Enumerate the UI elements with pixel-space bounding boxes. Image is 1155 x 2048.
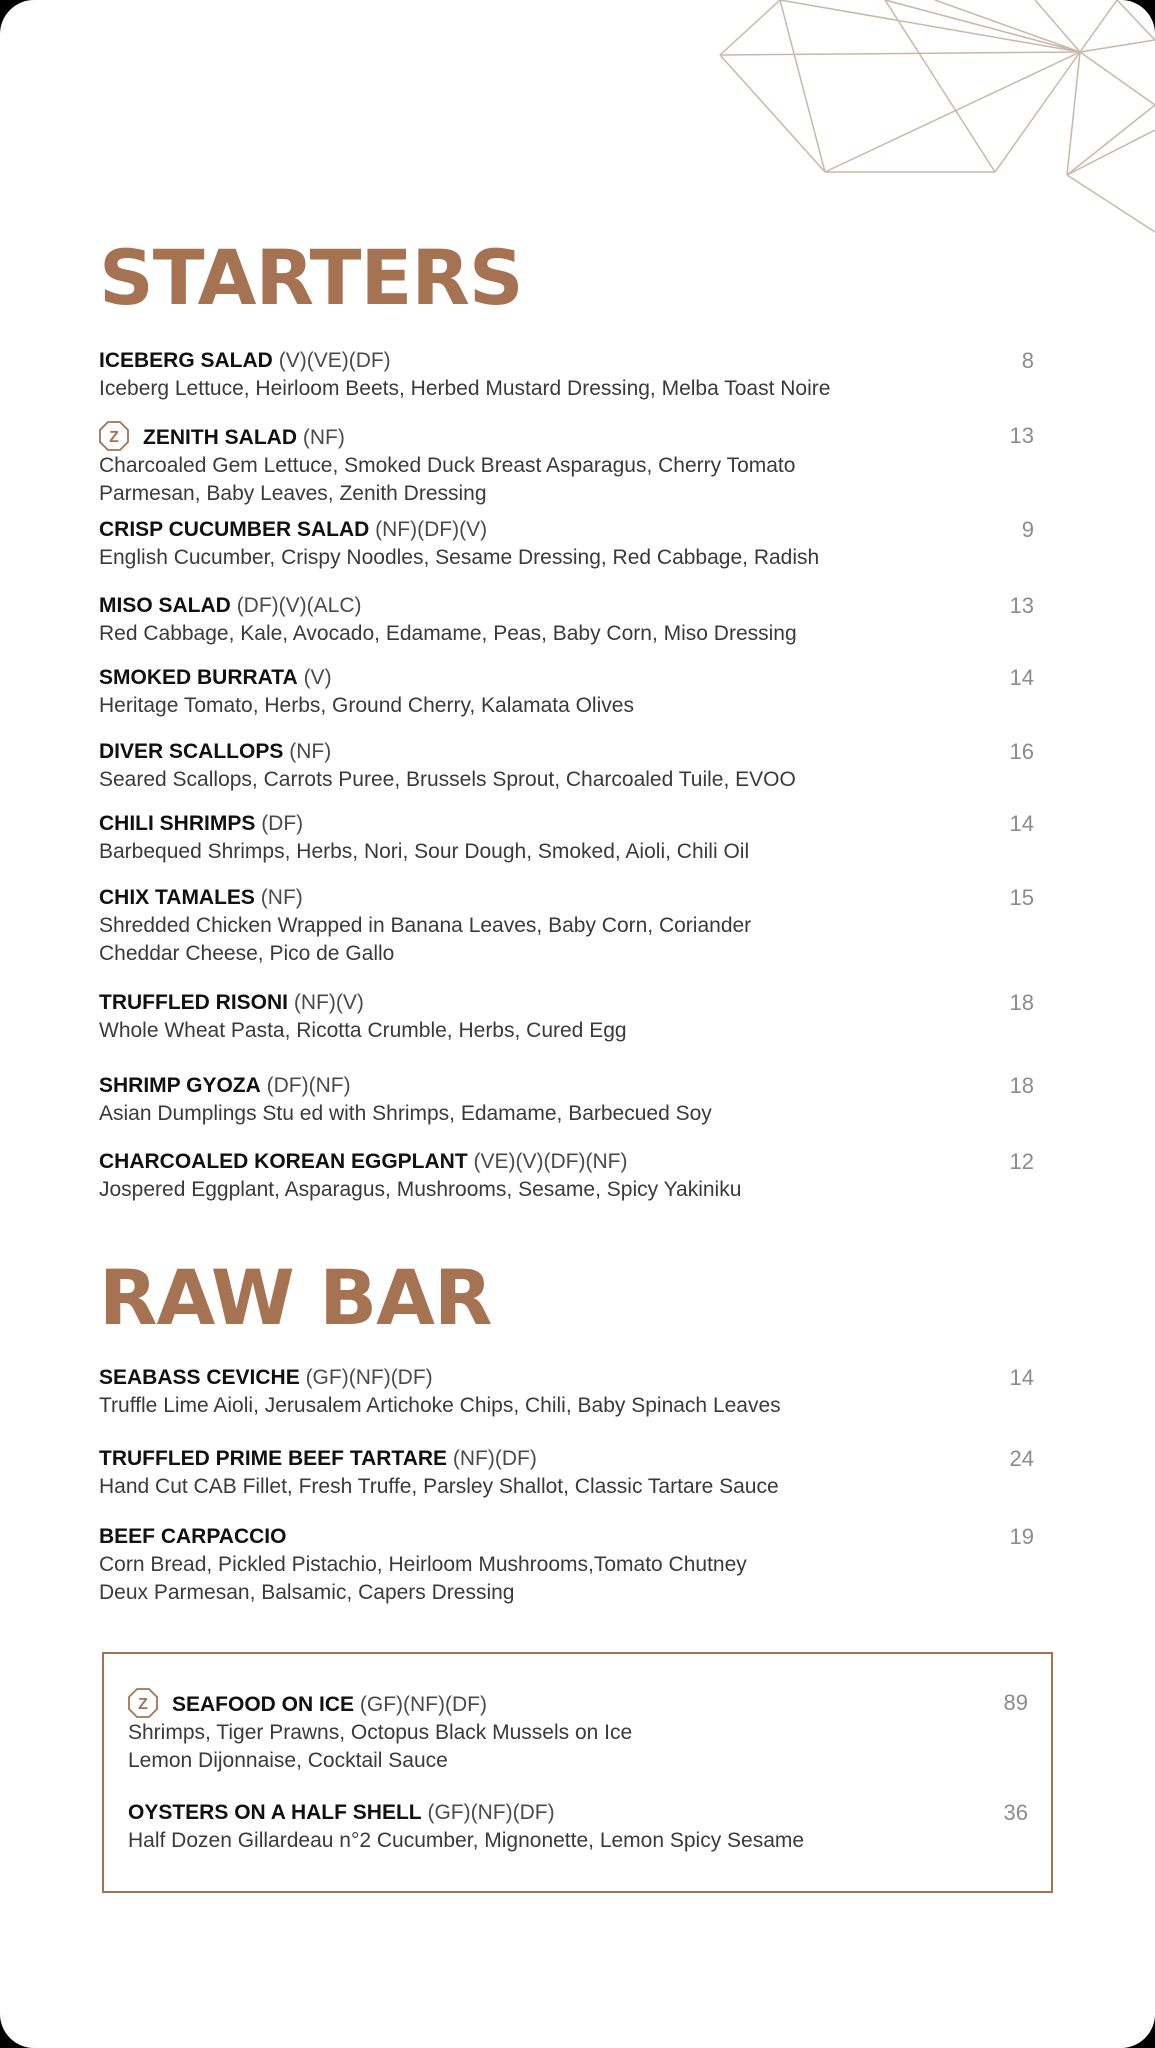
svg-text:Z: Z — [109, 429, 119, 446]
item-description: Shredded Chicken Wrapped in Banana Leaves, Baby Corn, Coriander — [99, 914, 752, 937]
item-price: 24 — [1009, 1446, 1034, 1471]
item-name-line — [128, 1688, 1028, 1719]
item-name-line — [99, 1071, 1034, 1100]
item-price: 36 — [1003, 1800, 1028, 1825]
item-dietary-tags: (GF)(NF)(DF) — [359, 1693, 487, 1716]
menu-item — [99, 809, 1034, 866]
item-description: Asian Dumplings Stu ed with Shrimps, Edamame, Barbecued Soy — [99, 1102, 712, 1125]
item-name-line — [99, 883, 1034, 912]
item-dietary-tags: (GF)(NF)(DF) — [305, 1366, 433, 1389]
item-description: Heritage Tomato, Herbs, Ground Cherry, Kalamata Olives — [99, 694, 634, 717]
item-description: Jospered Eggplant, Asparagus, Mushrooms, Sesame, Spicy Yakiniku — [99, 1178, 742, 1201]
menu-item — [99, 663, 1034, 720]
menu-item — [99, 1363, 1034, 1420]
item-description: Corn Bread, Pickled Pistachio, Heirloom Mushrooms,Tomato Chutney — [99, 1553, 747, 1576]
item-description: Iceberg Lettuce, Heirloom Beets, Herbed Mustard Dressing, Melba Toast Noire — [99, 377, 831, 400]
item-dietary-tags: (DF) — [261, 812, 304, 835]
item-name: DIVER SCALLOPS — [99, 740, 284, 763]
item-dietary-tags: (NF) — [289, 740, 332, 763]
zenith-badge-icon — [99, 421, 129, 451]
item-name-line — [99, 809, 1034, 838]
item-name-line — [99, 1147, 1034, 1176]
item-dietary-tags: (DF)(V)(ALC) — [236, 594, 362, 617]
item-name: CRISP CUCUMBER SALAD — [99, 518, 370, 541]
item-price: 19 — [1009, 1524, 1034, 1549]
menu-item — [99, 515, 1034, 572]
item-name-line — [99, 1363, 1034, 1392]
item-name: ZENITH SALAD — [143, 426, 297, 449]
item-price: 9 — [1021, 517, 1034, 542]
item-description: Hand Cut CAB Fillet, Fresh Truffe, Parsley Shallot, Classic Tartare Sauce — [99, 1475, 779, 1498]
item-description: Seared Scallops, Carrots Puree, Brussels Sprout, Charcoaled Tuile, EVOO — [99, 768, 796, 791]
item-name: CHARCOALED KOREAN EGGPLANT — [99, 1150, 468, 1173]
item-price: 18 — [1009, 990, 1034, 1015]
starters-title: STARTERS — [99, 233, 523, 322]
item-description: Parmesan, Baby Leaves, Zenith Dressing — [99, 482, 487, 505]
item-dietary-tags: (NF)(DF)(V) — [375, 518, 488, 541]
item-name: TRUFFLED RISONI — [99, 991, 288, 1014]
item-description: Shrimps, Tiger Prawns, Octopus Black Mussels on Ice — [128, 1721, 633, 1744]
menu-item — [128, 1688, 1028, 1775]
item-price: 12 — [1009, 1149, 1034, 1174]
item-name: MISO SALAD — [99, 594, 231, 617]
item-name-line — [99, 988, 1034, 1017]
menu-item — [99, 591, 1034, 648]
item-name: SEABASS CEVICHE — [99, 1366, 300, 1389]
item-name-line — [99, 663, 1034, 692]
menu-item — [99, 1071, 1034, 1128]
item-dietary-tags: (DF)(NF) — [266, 1074, 351, 1097]
geometric-decoration-icon — [705, 0, 1155, 235]
item-name: SHRIMP GYOZA — [99, 1074, 261, 1097]
item-name-line — [99, 1522, 1034, 1551]
item-price: 13 — [1009, 593, 1034, 618]
item-name-line — [128, 1798, 1028, 1827]
item-description: Whole Wheat Pasta, Ricotta Crumble, Herbs, Cured Egg — [99, 1019, 627, 1042]
item-dietary-tags: (NF)(DF) — [452, 1447, 537, 1470]
menu-item — [99, 988, 1034, 1045]
item-name-line — [99, 421, 1034, 452]
item-description: English Cucumber, Crispy Noodles, Sesame Dressing, Red Cabbage, Radish — [99, 546, 820, 569]
item-description: Red Cabbage, Kale, Avocado, Edamame, Peas, Baby Corn, Miso Dressing — [99, 622, 797, 645]
item-description: Barbequed Shrimps, Herbs, Nori, Sour Dough, Smoked, Aioli, Chili Oil — [99, 840, 750, 863]
raw-bar-title: RAW BAR — [99, 1253, 492, 1342]
item-name: BEEF CARPACCIO — [99, 1525, 287, 1548]
item-name: TRUFFLED PRIME BEEF TARTARE — [99, 1447, 448, 1470]
item-price: 18 — [1009, 1073, 1034, 1098]
item-name: OYSTERS ON A HALF SHELL — [128, 1801, 422, 1824]
zenith-badge-icon — [128, 1688, 158, 1718]
item-dietary-tags: (GF)(NF)(DF) — [427, 1801, 555, 1824]
item-name: CHILI SHRIMPS — [99, 812, 256, 835]
menu-item — [99, 1522, 1034, 1607]
item-name-line — [99, 1444, 1034, 1473]
item-price: 89 — [1003, 1690, 1028, 1715]
item-description: Truffle Lime Aioli, Jerusalem Artichoke Chips, Chili, Baby Spinach Leaves — [99, 1394, 781, 1417]
item-price: 14 — [1009, 1365, 1034, 1390]
item-name: CHIX TAMALES — [99, 886, 255, 909]
item-description: Lemon Dijonnaise, Cocktail Sauce — [128, 1749, 448, 1772]
menu-item — [99, 737, 1034, 794]
item-name: SMOKED BURRATA — [99, 666, 298, 689]
item-name-line — [99, 346, 1034, 375]
menu-item — [99, 1444, 1034, 1501]
item-dietary-tags: (NF) — [260, 886, 303, 909]
item-dietary-tags: (V) — [303, 666, 332, 689]
item-dietary-tags: (V)(VE)(DF) — [278, 349, 391, 372]
item-name: SEAFOOD ON ICE — [172, 1693, 355, 1716]
item-description: Deux Parmesan, Balsamic, Capers Dressing — [99, 1581, 515, 1604]
menu-item — [99, 346, 1034, 403]
item-price: 13 — [1009, 423, 1034, 448]
item-price: 14 — [1009, 665, 1034, 690]
item-name-line — [99, 591, 1034, 620]
item-price: 8 — [1021, 348, 1034, 373]
item-description: Cheddar Cheese, Pico de Gallo — [99, 942, 395, 965]
item-name-line — [99, 515, 1034, 544]
item-description: Half Dozen Gillardeau n°2 Cucumber, Mignonette, Lemon Spicy Sesame — [128, 1829, 805, 1852]
item-price: 15 — [1009, 885, 1034, 910]
item-price: 16 — [1009, 739, 1034, 764]
menu-item — [99, 421, 1034, 508]
item-description: Charcoaled Gem Lettuce, Smoked Duck Breast Asparagus, Cherry Tomato — [99, 454, 796, 477]
menu-item — [99, 883, 1034, 968]
item-name-line — [99, 737, 1034, 766]
menu-item — [99, 1147, 1034, 1204]
item-dietary-tags: (NF)(V) — [293, 991, 364, 1014]
item-price: 14 — [1009, 811, 1034, 836]
item-dietary-tags: (NF) — [302, 426, 345, 449]
item-name: ICEBERG SALAD — [99, 349, 273, 372]
item-dietary-tags: (VE)(V)(DF)(NF) — [473, 1150, 628, 1173]
menu-item — [128, 1798, 1028, 1855]
svg-text:Z: Z — [138, 1696, 148, 1713]
